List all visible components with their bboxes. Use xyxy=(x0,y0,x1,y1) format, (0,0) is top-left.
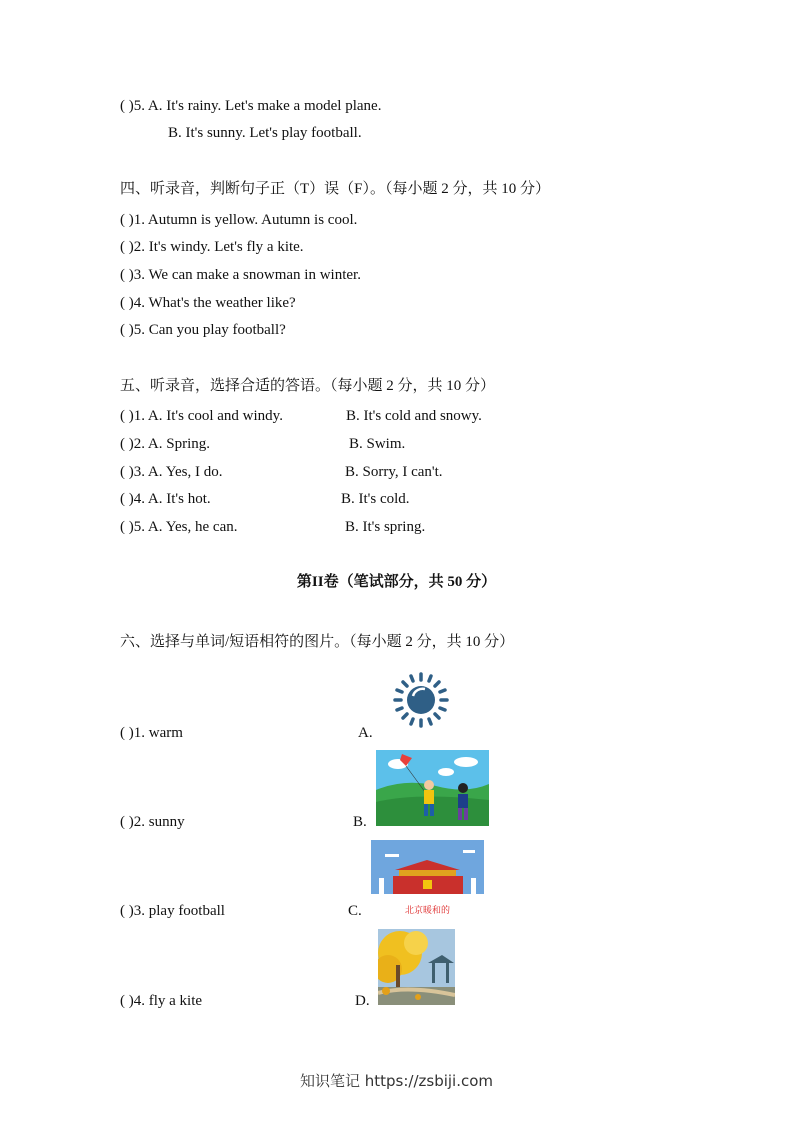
section6-option-label: C. xyxy=(348,903,362,919)
part2-title: 第II卷（笔试部分，共 50 分） xyxy=(296,574,497,590)
section4-item: ( )3. We can make a snowman in winter. xyxy=(120,267,361,283)
footer-watermark: 知识笔记 https://zsbiji.com xyxy=(299,1072,494,1090)
section5-title: 五、听录音，选择合适的答语。（每小题 2 分，共 10 分） xyxy=(120,378,496,394)
section4-item: ( )5. Can you play football? xyxy=(120,322,286,338)
section6-option-label: D. xyxy=(355,993,370,1009)
section6-option-label: B. xyxy=(353,814,367,830)
section5-question: ( )2. A. Spring. xyxy=(120,436,210,452)
section5-question: ( )1. A. It's cool and windy. xyxy=(120,408,283,424)
section6-question: ( )1. warm xyxy=(120,725,183,741)
section5-option-b: B. Swim. xyxy=(349,436,406,452)
autumn-picture xyxy=(378,929,455,1005)
section6-question: ( )3. play football xyxy=(120,903,225,919)
section5-option-b: B. It's cold. xyxy=(341,491,410,507)
beijing-picture xyxy=(371,840,484,918)
section6-question: ( )2. sunny xyxy=(120,814,185,830)
section6-title: 六、选择与单词/短语相符的图片。（每小题 2 分，共 10 分） xyxy=(120,634,515,650)
picture-caption: 北京暖和的 xyxy=(371,903,484,916)
section5-option-b: B. It's cold and snowy. xyxy=(346,408,482,424)
q5-option-a: ( )5. A. It's rainy. Let's make a model plane. xyxy=(120,98,382,114)
section6-question: ( )4. fly a kite xyxy=(120,993,203,1009)
section5-question: ( )3. A. Yes, I do. xyxy=(120,464,223,480)
section6-option-label: A. xyxy=(358,725,373,741)
section5-question: ( )4. A. It's hot. xyxy=(120,491,211,507)
section4-item: ( )4. What's the weather like? xyxy=(120,295,296,311)
section5-question: ( )5. A. Yes, he can. xyxy=(120,519,238,535)
section4-item: ( )1. Autumn is yellow. Autumn is cool. xyxy=(120,212,358,228)
kite-picture xyxy=(376,750,489,826)
q5-option-b: B. It's sunny. Let's play football. xyxy=(168,125,362,141)
section4-item: ( )2. It's windy. Let's fly a kite. xyxy=(120,239,304,255)
sun-icon xyxy=(392,672,450,728)
section4-title: 四、听录音，判断句子正（T）误（F）。（每小题 2 分，共 10 分） xyxy=(120,181,551,197)
section5-option-b: B. It's spring. xyxy=(345,519,426,535)
section5-option-b: B. Sorry, I can't. xyxy=(345,464,443,480)
